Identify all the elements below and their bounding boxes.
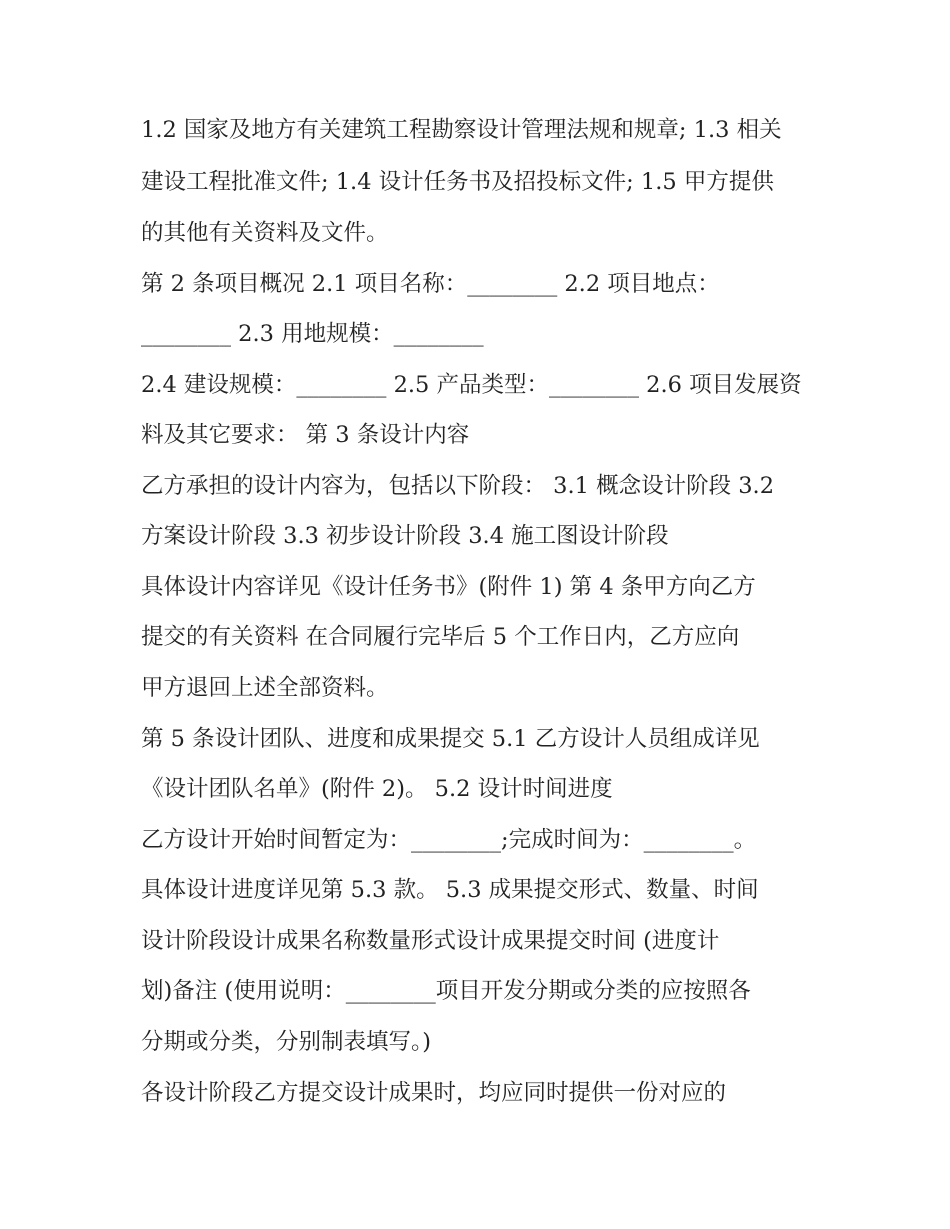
text-line: 第 5 条设计团队、进度和成果提交 5.1 乙方设计人员组成详见 [141,726,760,752]
text-line: 方案设计阶段 3.3 初步设计阶段 3.4 施工图设计阶段 [141,523,669,549]
text-line: 1.2 国家及地方有关建筑工程勘察设计管理法规和规章; 1.3 相关 [141,117,782,143]
text-line: 《设计团队名单》(附件 2)。 5.2 设计时间进度 [141,776,613,802]
text-line: 具体设计内容详见《设计任务书》(附件 1) 第 4 条甲方向乙方 [141,574,756,600]
text-line: 建设工程批准文件; 1.4 设计任务书及招投标文件; 1.5 甲方提供 [141,169,774,195]
text-line: 料及其它要求： 第 3 条设计内容 [141,422,470,448]
text-line: ________ 2.3 用地规模：________ [141,321,484,347]
text-line: 甲方退回上述全部资料。 [141,675,389,701]
text-line: 乙方承担的设计内容为，包括以下阶段： 3.1 概念设计阶段 3.2 [141,473,775,499]
text-line: 提交的有关资料 在合同履行完毕后 5 个工作日内，乙方应向 [141,624,740,650]
text-line: 划)备注 (使用说明：________项目开发分期或分类的应按照各 [141,978,751,1004]
text-line: 2.4 建设规模：________ 2.5 产品类型：________ 2.6 项目发展资 [141,372,802,398]
text-line: 乙方设计开始时间暂定为：________;完成时间为：________。 [141,827,757,853]
text-line: 设计阶段设计成果名称数量形式设计成果提交时间 (进度计 [141,928,720,954]
text-line: 分期或分类，分别制表填写。) [141,1029,432,1055]
text-line: 第 2 条项目概况 2.1 项目名称：________ 2.2 项目地点： [141,271,720,297]
text-line: 的其他有关资料及文件。 [141,220,389,246]
text-line: 具体设计进度详见第 5.3 款。 5.3 成果提交形式、数量、时间 [141,877,759,903]
text-line: 各设计阶段乙方提交设计成果时，均应同时提供一份对应的 [141,1080,727,1106]
